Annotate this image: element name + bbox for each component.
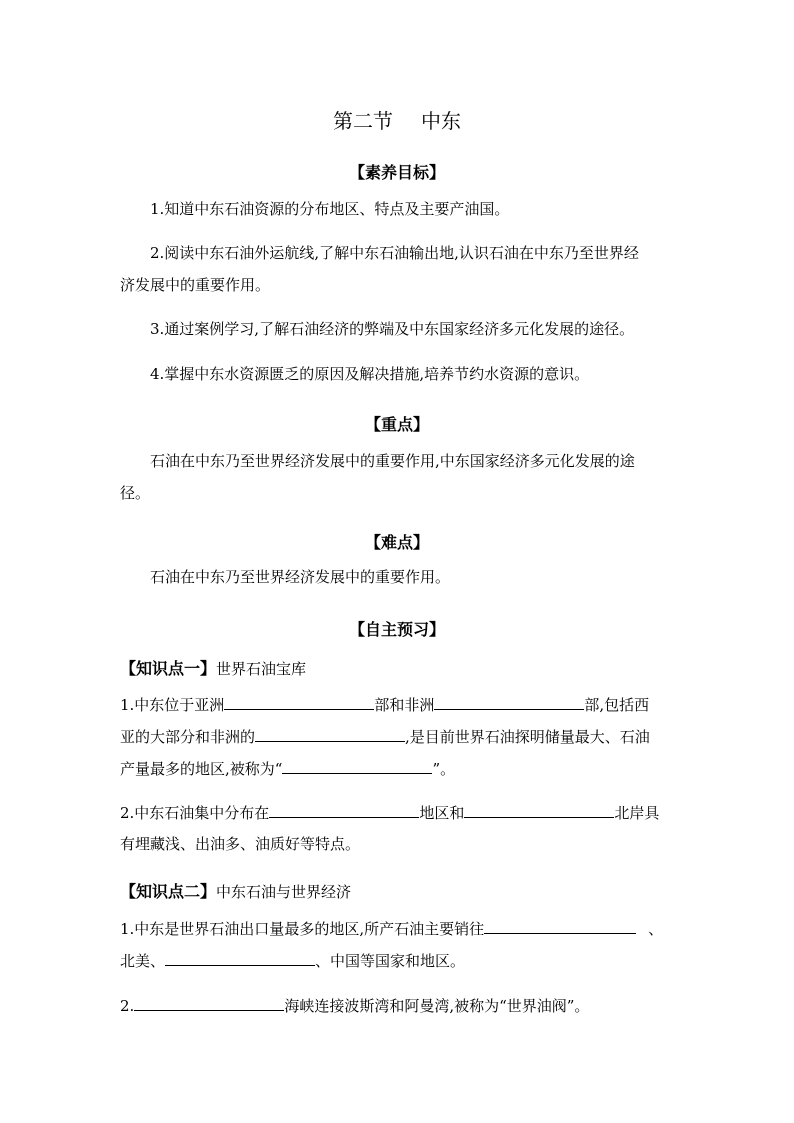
kp2-q2-line <box>120 995 589 1016</box>
kp2-q1-line-1 <box>120 918 663 939</box>
blank-field[interactable] <box>434 694 584 710</box>
kp2-q1-line-2 <box>120 950 465 971</box>
kp1-label: 【知识点一】 <box>120 659 217 678</box>
goal-4: 4.掌握中东水资源匮乏的原因及解决措施,培养节约水资源的意识。 <box>150 365 590 383</box>
kp2-q2-text-a: 2. <box>120 997 135 1015</box>
blank-field[interactable] <box>134 995 284 1011</box>
kp1-q1-text-b: 部和非洲 <box>374 696 435 714</box>
kp1-q1-text-e: ,是目前世界石油探明储量最大、石油 <box>405 728 650 746</box>
kp1-q2-line-2: 有埋藏浅、出油多、油质好等特点。 <box>120 835 361 853</box>
blank-field[interactable] <box>165 950 315 966</box>
kp2-q1-text-b: 、 <box>648 920 664 938</box>
key-line-2: 径。 <box>120 484 151 502</box>
goal-2-line-2: 济发展中的重要作用。 <box>120 276 271 294</box>
title-section: 第二节 <box>333 109 393 133</box>
kp1-q2-line-1 <box>120 802 659 823</box>
key-line-1: 石油在中东乃至世界经济发展中的重要作用,中东国家经济多元化发展的途 <box>150 452 635 470</box>
difficult-line: 石油在中东乃至世界经济发展中的重要作用。 <box>150 568 451 586</box>
kp2-label: 【知识点二】 <box>120 882 217 901</box>
heading-difficult: 【难点】 <box>364 533 429 552</box>
blank-field[interactable] <box>255 726 405 742</box>
heading-key: 【重点】 <box>364 415 429 434</box>
heading-preview: 【自主预习】 <box>348 620 445 639</box>
kp1-q1-text-d: 亚的大部分和非洲的 <box>120 728 256 746</box>
kp2-q2-text-b: 海峡连接波斯湾和阿曼湾,被称为“世界油阀”。 <box>284 997 590 1015</box>
kp1-q2-text-c: 北岸具 <box>614 804 660 822</box>
kp1-q1-line-2 <box>120 726 650 747</box>
goal-3: 3.通过案例学习,了解石油经济的弊端及中东国家经济多元化发展的途径。 <box>150 320 635 338</box>
heading-goals: 【素养目标】 <box>348 163 445 182</box>
kp1-topic: 世界石油宝库 <box>216 660 307 678</box>
blank-field[interactable] <box>484 918 636 934</box>
kp1-q1-text-f: 产量最多的地区,被称为“ <box>120 760 283 778</box>
kp2-topic: 中东石油与世界经济 <box>216 883 352 901</box>
blank-field[interactable] <box>282 758 432 774</box>
page-title <box>0 105 794 134</box>
kp1-q2-text-b: 地区和 <box>419 804 465 822</box>
kp2-heading <box>120 882 351 902</box>
goal-2-line-1: 2.阅读中东石油外运航线,了解中东石油输出地,认识石油在中东乃至世界经 <box>150 244 639 262</box>
kp1-q1-line-1 <box>120 694 649 715</box>
goal-1: 1.知道中东石油资源的分布地区、特点及主要产油国。 <box>150 200 510 218</box>
kp1-q1-line-3 <box>120 758 455 779</box>
kp1-heading <box>120 659 306 679</box>
blank-field[interactable] <box>464 802 614 818</box>
kp1-q2-text-a: 2.中东石油集中分布在 <box>120 804 270 822</box>
kp1-q1-text-a: 1.中东位于亚洲 <box>120 696 225 714</box>
title-topic: 中东 <box>421 109 461 133</box>
kp2-q1-text-a: 1.中东是世界石油出口量最多的地区,所产石油主要销往 <box>120 920 485 938</box>
kp2-q1-text-c: 北美、 <box>120 952 166 970</box>
kp1-q1-text-c: 部,包括西 <box>584 696 650 714</box>
kp2-q1-text-d: 、中国等国家和地区。 <box>315 952 466 970</box>
blank-field[interactable] <box>224 694 374 710</box>
blank-field[interactable] <box>269 802 419 818</box>
kp1-q1-text-g: ”。 <box>432 760 456 778</box>
